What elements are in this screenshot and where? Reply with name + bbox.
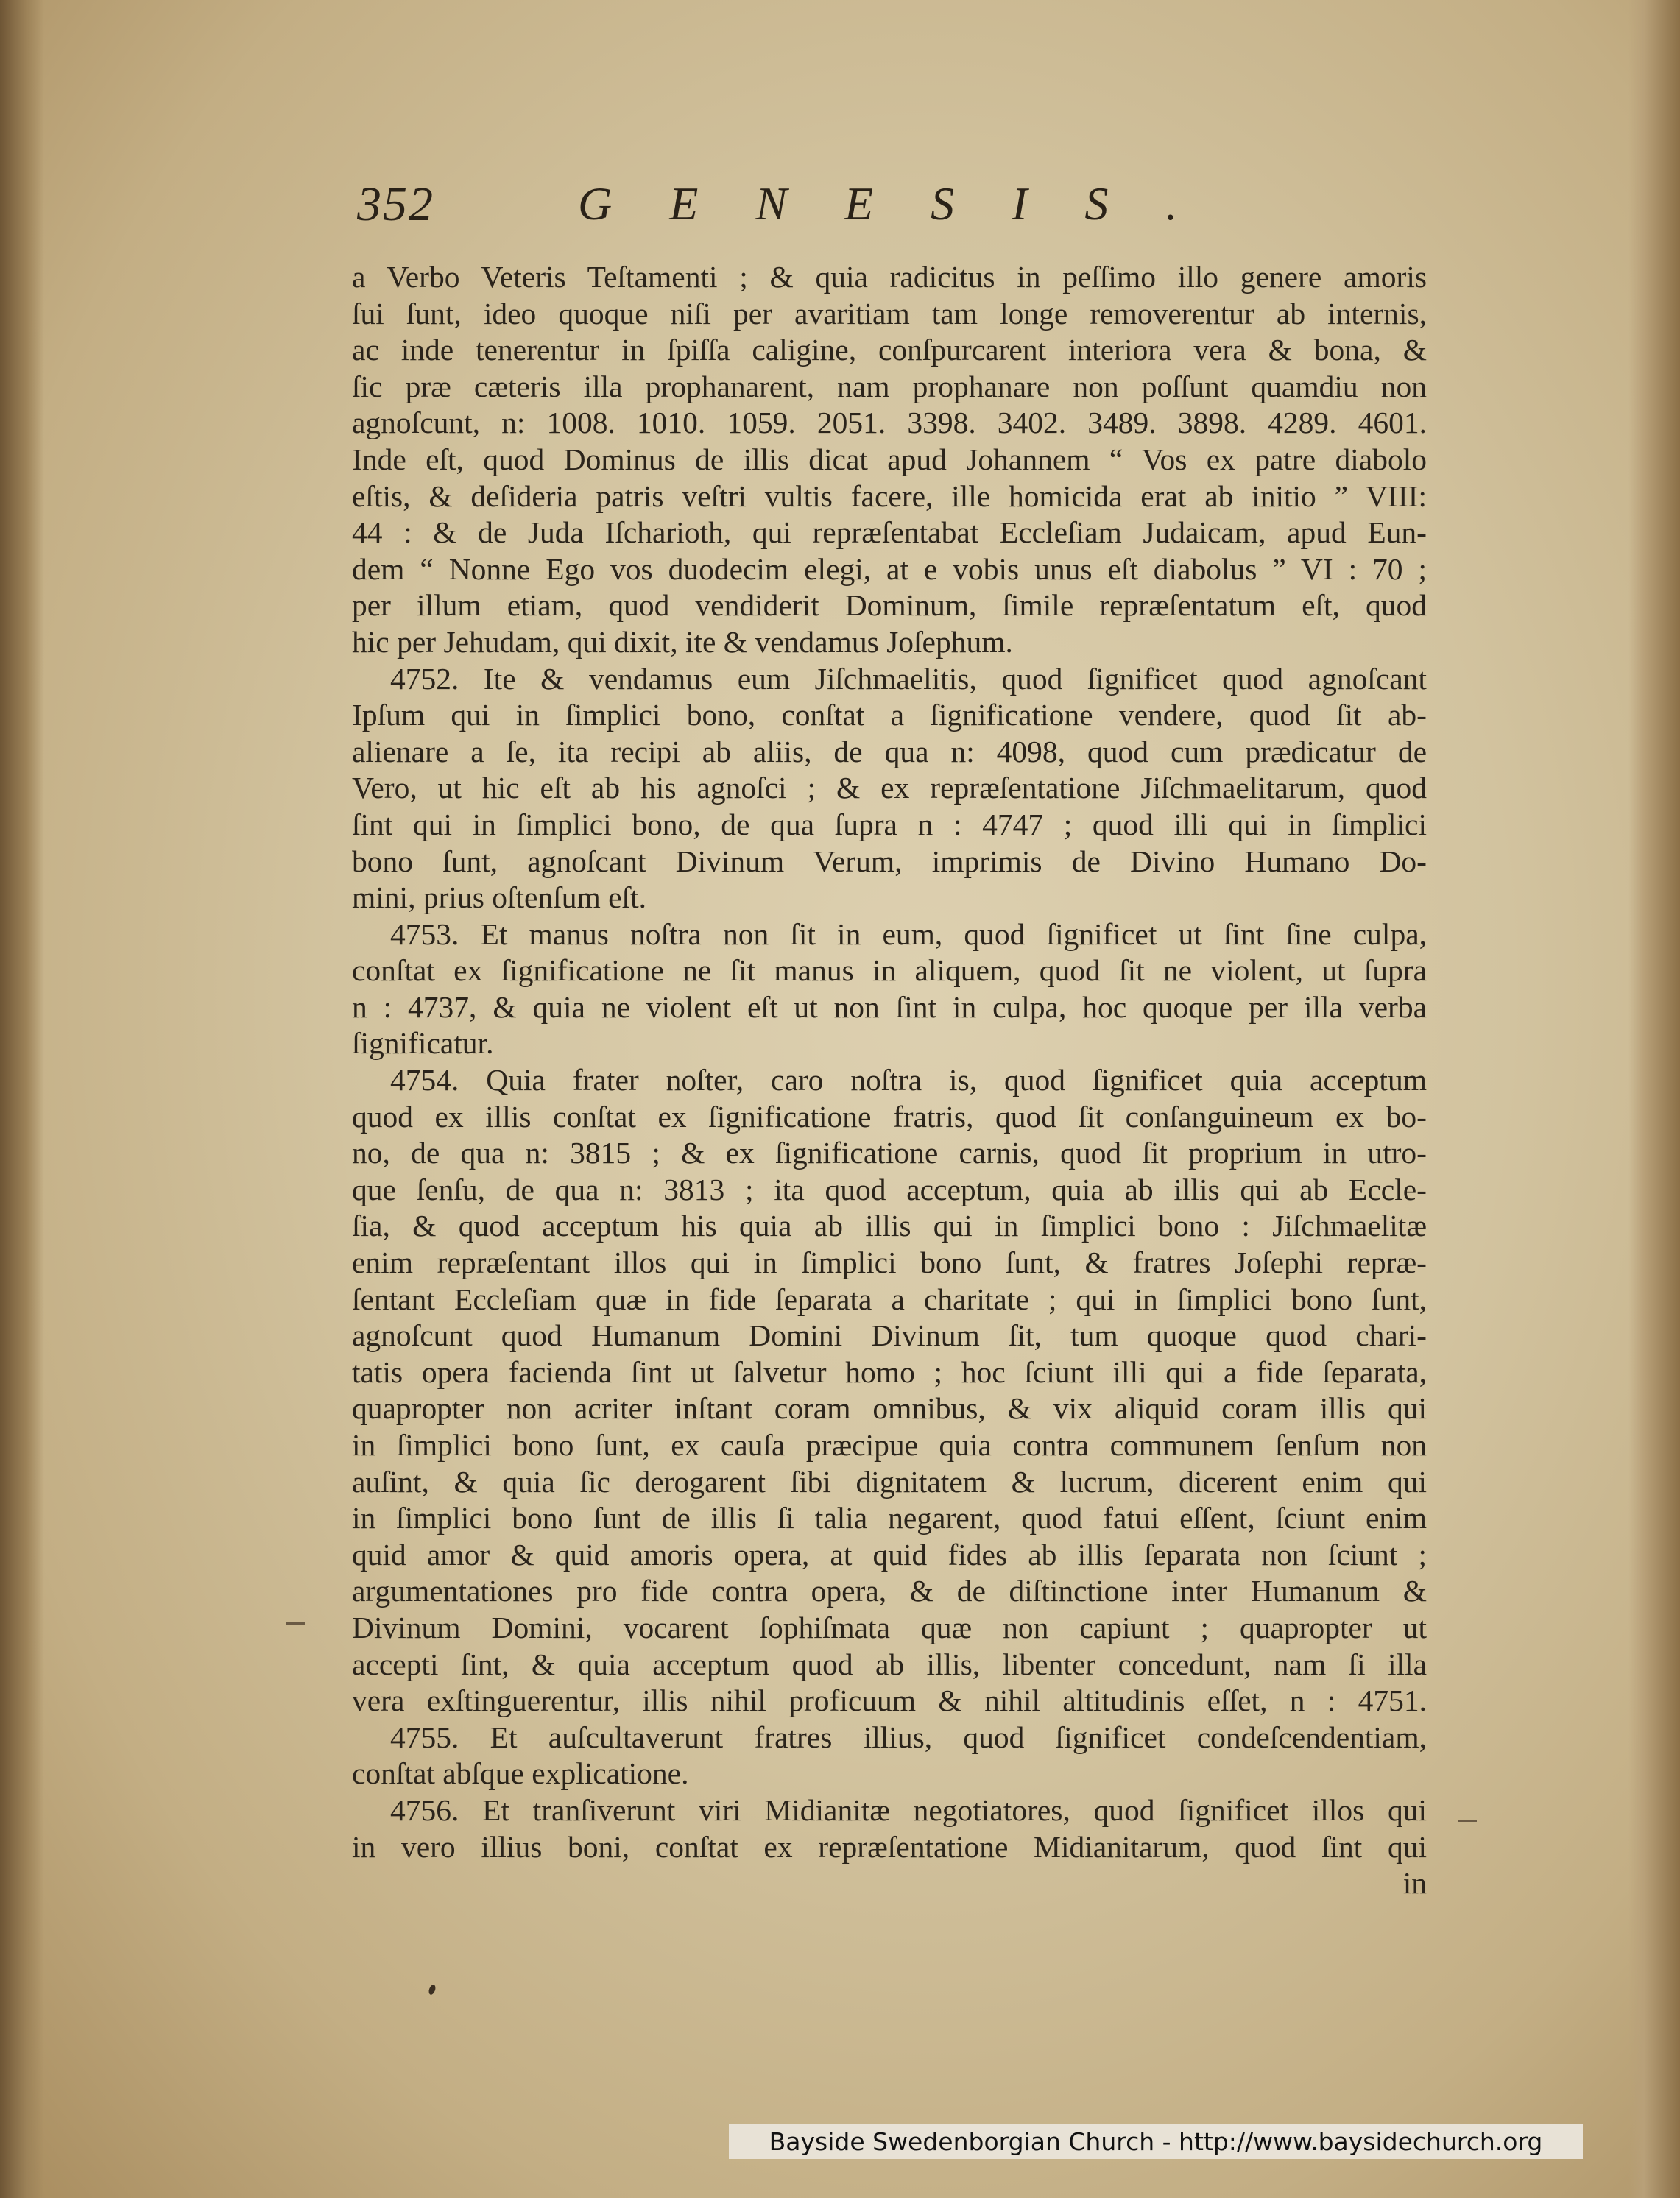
text-line: in ſimplici bono ſunt de illis ſi talia negarent, quod fatui eſſent, ſciunt enim [352,1501,1427,1536]
text-line: Divinum Domini, vocarent ſophiſmata quæ non capiunt ; quapropter ut [352,1610,1427,1644]
text-line: no, de qua n: 3815 ; & ex ſignificatione carnis, quod ſit proprium in utro- [352,1136,1427,1170]
text-line: in vero illius boni, conſtat ex repræſentatione Midianitarum, quod ſint qui [352,1829,1427,1864]
text-line: ſentant Eccleſiam quæ in fide ſeparata a charitate ; qui in ſimplici bono ſunt, [352,1282,1427,1316]
paragraph-4753-start: 4753. Et manus noſtra non ſit in eum, quod ſignificet ut ſint ſine culpa, [390,916,1427,951]
text-line: auſint, & quia ſic derogarent ſibi dignitatem & lucrum, dicerent enim qui [352,1464,1427,1499]
text-line: quid amor & quid amoris opera, at quid fides ab illis ſeparata non ſciunt ; [352,1537,1427,1572]
paragraph-4755-start: 4755. Et auſcultaverunt fratres illius, quod ſignificet condeſcendentiam, [390,1720,1427,1754]
text-line: agnoſcunt, n: 1008. 1010. 1059. 2051. 3398. 3402. 3489. 3898. 4289. 4601. [352,406,1427,440]
margin-dash-mark [286,1622,305,1625]
text-line: tatis opera facienda ſint ut ſalvetur homo ; hoc ſciunt illi qui a fide ſeparata, [352,1354,1427,1389]
text-line: argumentationes pro fide contra opera, & de diſtinctione inter Humanum & [352,1574,1427,1608]
text-line: Vero, ut hic eſt ab his agnoſci ; & ex repræſentatione Jiſchmaelitarum, quod [352,771,1427,805]
text-line: ſignificatur. [352,1026,494,1061]
text-line: ſia, & quod acceptum his quia ab illis qui in ſimplici bono : Jiſchmaelitæ [352,1209,1427,1243]
text-line: enim repræſentant illos qui in ſimplici bono ſunt, & fratres Joſephi repræ- [352,1245,1427,1280]
text-line: quapropter non acriter inſtant coram omnibus, & vix aliquid coram illis qui [352,1391,1427,1426]
text-line: bono ſunt, agnoſcant Divinum Verum, imprimis de Divino Humano Do- [352,844,1427,878]
text-line: a Verbo Veteris Teſtamenti ; & quia radicitus in peſſimo illo genere amoris [352,260,1427,294]
text-line: dem “ Nonne Ego vos duodecim elegi, at e vobis unus eſt diabolus ” VI : 70 ; [352,551,1427,586]
text-line: ſint qui in ſimplici bono, de qua ſupra n : 4747 ; quod illi qui in ſimplici [352,807,1427,841]
paragraph-4756-start: 4756. Et tranſiverunt viri Midianitæ negotiatores, quod ſignificet illos qui [390,1792,1427,1827]
margin-dash-mark [1458,1820,1477,1822]
text-line: conſtat abſque explicatione. [352,1756,689,1791]
text-line: n : 4737, & quia ne violent eſt ut non ſint in culpa, hoc quoque per illa verba [352,989,1427,1024]
text-line: ac inde tenerentur in ſpiſſa caligine, conſpurcarent interiora vera & bona, & [352,333,1427,367]
text-line: accepti ſint, & quia acceptum quod ab illis, libenter concedunt, nam ſi illa [352,1647,1427,1681]
catchword: in [1402,1866,1427,1901]
book-gutter-shadow [0,0,44,2198]
text-line: per illum etiam, quod vendiderit Dominum, ſimile repræſentatum eſt, quod [352,588,1427,623]
text-line: ſui ſunt, ideo quoque niſi per avaritiam tam longe removerentur ab internis, [352,296,1427,331]
text-line: agnoſcunt quod Humanum Domini Divinum ſit, tum quoque quod chari- [352,1318,1427,1353]
paragraph-4754-start: 4754. Quia frater noſter, caro noſtra is, quod ſignificet quia acceptum [390,1063,1427,1098]
text-line: hic per Jehudam, qui dixit, ite & vendamus Joſephum. [352,624,1013,659]
text-line: que ſenſu, de qua n: 3813 ; ita quod acceptum, quia ab illis qui ab Eccle- [352,1172,1427,1206]
text-line: vera exſtinguerentur, illis nihil proficuum & nihil altitudinis eſſet, n : 4751. [352,1683,1427,1718]
text-line: eſtis, & deſideria patris veſtri vultis facere, ille homicida erat ab initio ” VIII: [352,478,1427,513]
page-number: 352 [357,177,434,231]
body-text [352,259,1427,1902]
text-line: in ſimplici bono ſunt, ex cauſa præcipue quia contra communem ſenſum non [352,1428,1427,1462]
text-line: 44 : & de Juda Iſcharioth, qui repræſentabat Eccleſiam Judaicam, apud Eun- [352,515,1427,550]
text-line: Inde eſt, quod Dominus de illis dicat apud Johannem “ Vos ex patre diabolo [352,442,1427,476]
page-edge-shadow [1628,0,1680,2198]
watermark-caption: Bayside Swedenborgian Church - http://www.baysidechurch.org [729,2124,1583,2159]
running-title: GENESIS. [578,177,1235,230]
text-line: quod ex illis conſtat ex ſignificatione fratris, quod ſit conſanguineum ex bo- [352,1099,1427,1134]
text-line: conſtat ex ſignificatione ne ſit manus in aliquem, quod ſit ne violent, ut ſupra [352,953,1427,988]
paragraph-4752-start: 4752. Ite & vendamus eum Jiſchmaelitis, quod ſignificet quod agnoſcant [390,661,1427,696]
text-line: Ipſum qui in ſimplici bono, conſtat a ſignificatione vendere, quod ſit ab- [352,698,1427,732]
text-line: alienare a ſe, ita recipi ab aliis, de qua n: 4098, quod cum prædicatur de [352,734,1427,768]
text-line: ſic præ cæteris illa prophanarent, nam prophanare non poſſunt quamdiu non [352,369,1427,403]
text-line: mini, prius oſtenſum eſt. [352,880,646,915]
page-header [357,177,1447,236]
